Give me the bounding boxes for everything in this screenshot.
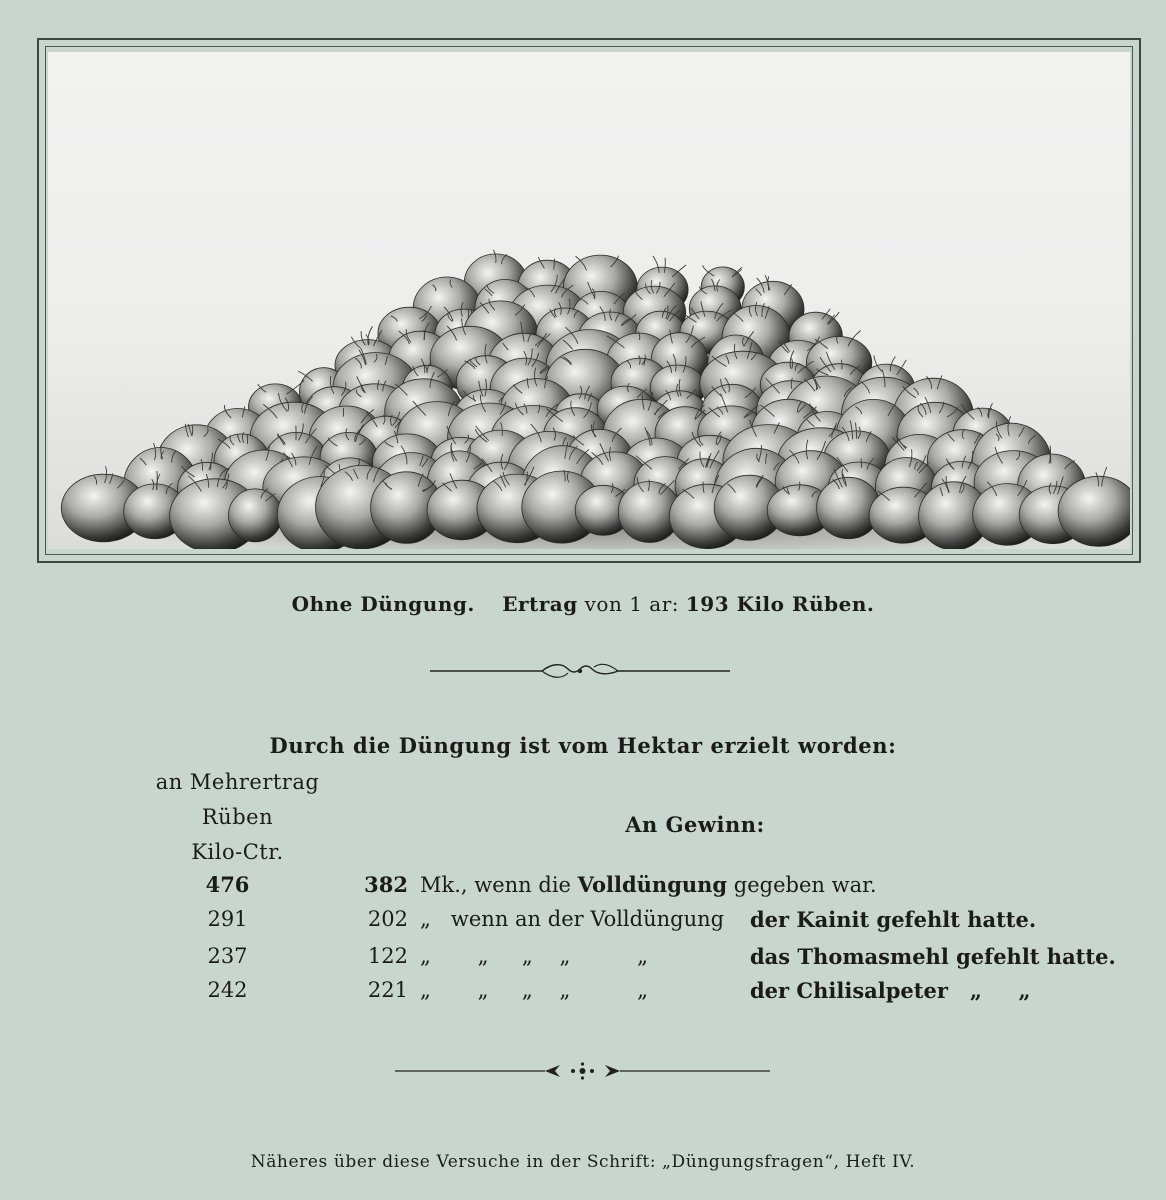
column-header-gewinn: An Gewinn:	[625, 812, 765, 837]
row-text: „ wenn an der Volldüngung	[420, 907, 725, 931]
gewinn-value: 382	[364, 872, 408, 897]
table-row	[0, 872, 1166, 906]
row-tail: der Kainit gefehlt hatte.	[750, 907, 1037, 932]
table-row	[0, 978, 1166, 1012]
column-header-unit: Kilo-Ctr.	[191, 840, 284, 864]
ornament-divider-bottom	[395, 1060, 770, 1082]
row-text-b: Volldüngung	[577, 872, 728, 897]
row-tail: das Thomasmehl gefehlt hatte.	[750, 944, 1116, 969]
beet-pile-photo	[48, 52, 1130, 549]
row-text-c: gegeben war.	[727, 873, 877, 897]
gewinn-value: 122	[367, 944, 408, 968]
row-text: „ „ „ „ „	[420, 978, 648, 1002]
section-heading: Durch die Düngung ist vom Hektar erzielt worden:	[269, 733, 897, 758]
gewinn-value: 221	[367, 978, 408, 1002]
row-text	[420, 872, 877, 897]
table-row	[0, 944, 1166, 978]
caption-label: Ohne Düngung.	[291, 592, 475, 616]
caption-yield-text: von 1 ar:	[584, 592, 679, 616]
photo-caption	[0, 592, 1166, 616]
column-header-mehrertrag: an Mehrertrag	[155, 770, 320, 794]
ornament-divider-top	[430, 660, 730, 682]
footer-note: Näheres über diese Versuche in der Schrift: „Düngungsfragen“, Heft IV.	[250, 1152, 916, 1172]
row-text-a: Mk., wenn die	[420, 873, 578, 897]
mehrertrag-value: 237	[207, 944, 248, 968]
beet-pile-illustration	[48, 52, 1130, 549]
mehrertrag-value: 242	[207, 978, 248, 1002]
mehrertrag-value: 476	[205, 872, 250, 897]
column-header-rueben: Rüben	[201, 805, 274, 829]
caption-yield-label: Ertrag	[502, 592, 578, 616]
gewinn-value: 202	[367, 907, 408, 931]
table-row	[0, 907, 1166, 941]
row-text: „ „ „ „ „	[420, 944, 648, 968]
caption-amount: 193 Kilo Rüben.	[685, 592, 875, 616]
beet	[229, 489, 283, 542]
mehrertrag-value: 291	[207, 907, 248, 931]
row-tail: der Chilisalpeter „ „	[750, 978, 1031, 1003]
